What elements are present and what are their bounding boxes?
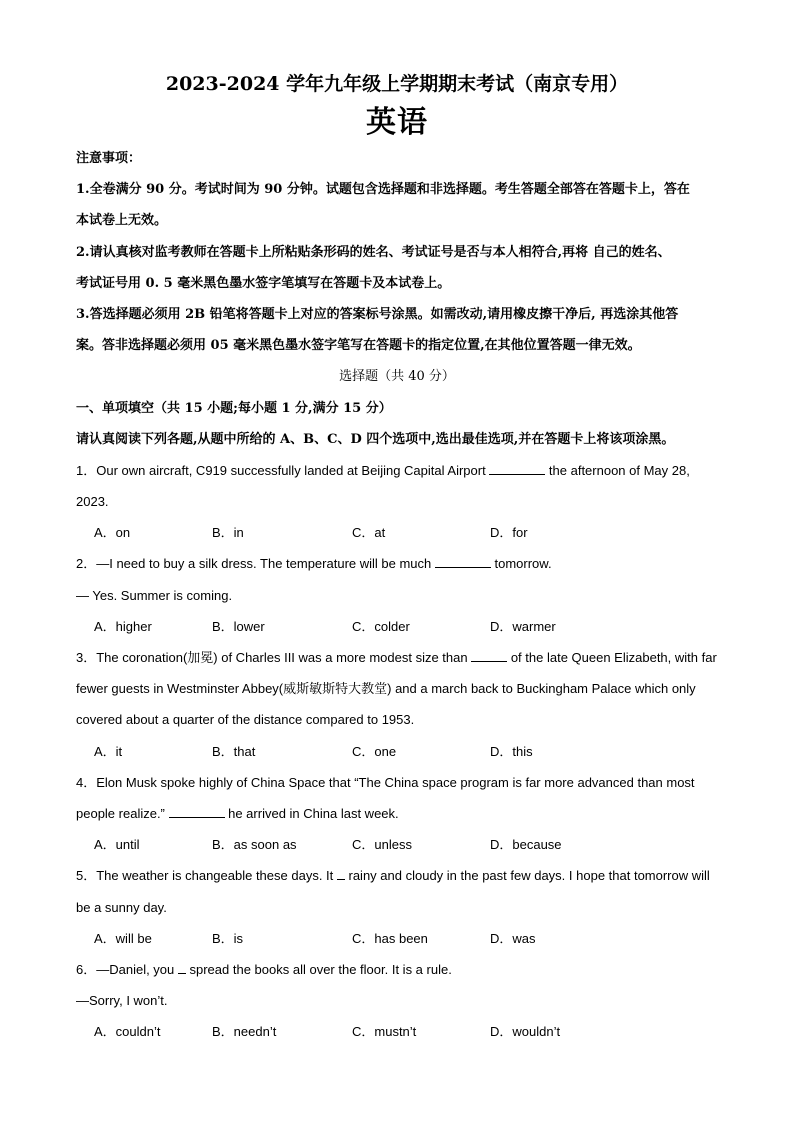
- q6-option-d: D．wouldn’t: [490, 1024, 561, 1039]
- question-4-line-1: 4．Elon Musk spoke highly of China Space that “The China space program is far more advanced than most: [76, 775, 695, 790]
- question-3-line-1: 3．The coronation(加冕) of Charles III was a more modest size than of the late Queen Elizabeth, with far: [76, 650, 717, 665]
- q5-option-a: A．will be: [94, 931, 152, 946]
- question-5-line-2: be a sunny day.: [76, 900, 167, 915]
- q5-option-b: B．is: [212, 931, 244, 946]
- q2-option-a: A．higher: [94, 619, 152, 634]
- q4-option-c: C．unless: [352, 837, 412, 852]
- q3-option-a: A．it: [94, 744, 123, 759]
- question-4-line-2: people realize.” he arrived in China last week.: [76, 806, 399, 821]
- answer-blank: [337, 867, 345, 880]
- answer-blank: [489, 462, 545, 475]
- question-1-line-1: 1．Our own aircraft, C919 successfully landed at Beijing Capital Airport the afternoon of May 28,: [76, 463, 690, 478]
- section-label: 选择题（共 40 分）: [339, 369, 455, 384]
- answer-blank: [169, 805, 225, 818]
- q6-option-c: C．mustn’t: [352, 1024, 417, 1039]
- subject-title: 英语: [366, 105, 428, 140]
- question-5-line-1: 5．The weather is changeable these days. It rainy and cloudy in the past few days. I hope that tomorrow will: [76, 868, 710, 883]
- q3-option-c: C．one: [352, 744, 397, 759]
- q4-option-a: A．until: [94, 837, 140, 852]
- q1-option-d: D．for: [490, 525, 528, 540]
- part-1-title: 一、单项填空（共 15 小题;每小题 1 分,满分 15 分）: [76, 401, 392, 416]
- q2-option-c: C．colder: [352, 619, 410, 634]
- notes-heading: 注意事项：: [76, 151, 142, 166]
- question-2-line-1: 2．—I need to buy a silk dress. The temperature will be much tomorrow.: [76, 556, 552, 571]
- part-1-instruction: 请认真阅读下列各题,从题中所给的 A、B、C、D 四个选项中,选出最佳选项,并在答题卡上将该项涂黑。: [76, 432, 675, 447]
- question-3-line-2: fewer guests in Westminster Abbey(威斯敏斯特大教堂) and a march back to Buckingham Palace which only: [76, 681, 696, 696]
- q4-option-b: B．as soon as: [212, 837, 297, 852]
- question-3-line-3: covered about a quarter of the distance compared to 1953.: [76, 712, 415, 727]
- q3-option-b: B．that: [212, 744, 256, 759]
- q6-option-b: B．needn’t: [212, 1024, 277, 1039]
- q2-option-d: D．warmer: [490, 619, 556, 634]
- answer-blank: [471, 649, 507, 662]
- q1-option-a: A．on: [94, 525, 131, 540]
- answer-blank: [435, 555, 491, 568]
- q5-option-c: C．has been: [352, 931, 428, 946]
- note-1-line-1: 1.全卷满分 90 分。考试时间为 90 分钟。试题包含选择题和非选择题。考生答题全部答在答题卡上，答在: [76, 182, 690, 197]
- q1-option-c: C．at: [352, 525, 386, 540]
- note-3-line-2: 案。答非选择题必须用 05 毫米黑色墨水签字笔写在答题卡的指定位置,在其他位置答题一律无效。: [76, 338, 641, 353]
- q5-option-d: D．was: [490, 931, 536, 946]
- question-2-line-2: — Yes. Summer is coming.: [76, 588, 233, 603]
- q6-option-a: A．couldn’t: [94, 1024, 161, 1039]
- question-1-line-2: 2023.: [76, 494, 109, 509]
- question-6-line-1: 6．—Daniel, you spread the books all over the floor. It is a rule.: [76, 962, 452, 977]
- q2-option-b: B．lower: [212, 619, 265, 634]
- note-2-line-2: 考试证号用 0. 5 毫米黑色墨水签字笔填写在答题卡及本试卷上。: [76, 276, 451, 291]
- question-6-line-2: —Sorry, I won’t.: [76, 993, 168, 1008]
- q3-option-d: D．this: [490, 744, 533, 759]
- note-3-line-1: 3.答选择题必须用 2B 铅笔将答题卡上对应的答案标号涂黑。如需改动,请用橡皮擦干净后, 再选涂其他答: [76, 307, 679, 322]
- note-1-line-2: 本试卷上无效。: [76, 213, 168, 228]
- exam-title: 2023-2024 学年九年级上学期期末考试（南京专用）: [165, 73, 629, 95]
- q4-option-d: D．because: [490, 837, 562, 852]
- note-2-line-1: 2.请认真核对监考教师在答题卡上所粘贴条形码的姓名、考试证号是否与本人相符合,再将 自己的姓名、: [76, 245, 671, 260]
- answer-blank: [178, 961, 186, 974]
- q1-option-b: B．in: [212, 525, 244, 540]
